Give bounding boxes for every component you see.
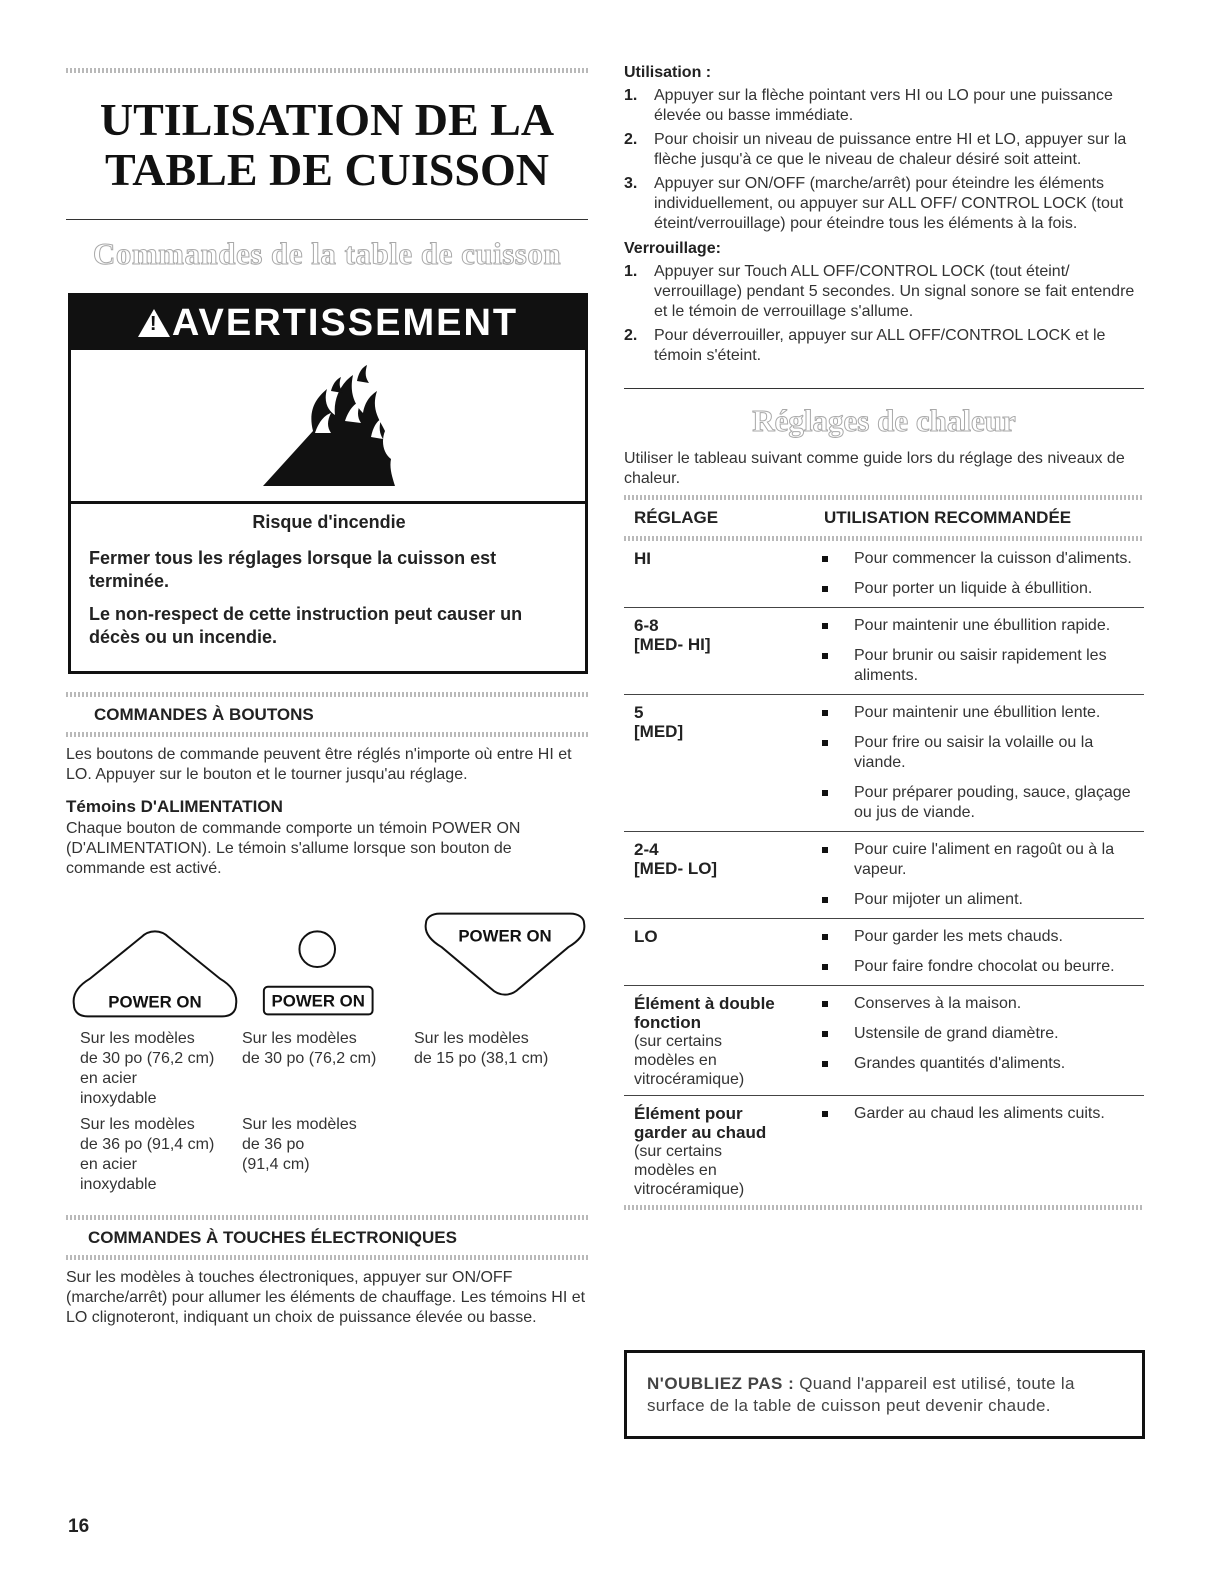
reminder-box — [624, 1350, 1145, 1439]
lock-steps — [624, 262, 1144, 366]
svg-text:POWER ON: POWER ON — [108, 992, 202, 1012]
table-row — [624, 608, 1144, 695]
use-item: Grandes quantités d'aliments. — [814, 1054, 1144, 1074]
usage-steps — [624, 86, 1144, 234]
warning-header — [71, 296, 585, 350]
top-divider — [66, 68, 588, 73]
use-item: Pour maintenir une ébullition lente. — [814, 703, 1144, 723]
setting-note: vitrocéramique) — [634, 1071, 745, 1088]
warning-title: AVERTISSEMENT — [171, 301, 519, 344]
use-item: Ustensile de grand diamètre. — [814, 1024, 1144, 1044]
use-item: Pour porter un liquide à ébullition. — [814, 579, 1144, 599]
usage-step: 1. Appuyer sur la flèche pointant vers HI ou LO pour une puissance élevée ou basse immédiate. — [624, 87, 1113, 124]
touch-text: Sur les modèles à touches électroniques, appuyer sur ON/OFF (marche/arrêt) pour allumer les éléments de chauffage. Les témoins HI et LO clignoteront, indiquant un choix de puissance élevée ou basse. — [66, 1269, 586, 1326]
page-number: 16 — [68, 1516, 90, 1537]
reminder-text: Quand l'appareil est utilisé, toute la surface de la table de cuisson peut devenir chaude. — [647, 1374, 1075, 1415]
title-rule — [66, 219, 588, 220]
use-cell — [814, 549, 1144, 601]
table-row — [624, 986, 1144, 1096]
use-item: Pour mijoter un aliment. — [814, 890, 1144, 910]
svg-text:POWER ON: POWER ON — [458, 926, 552, 946]
lock-step: 2. Pour déverrouiller, appuyer sur ALL OFF/CONTROL LOCK et le témoin s'éteint. — [624, 327, 1106, 364]
power-on-knob-dial-icon — [66, 909, 244, 1021]
illustration-captions-row2: Sur les modèles de 36 po (91,4 cm) en acier inoxydable Sur les modèles de 36 po (91,4 cm) — [80, 1116, 357, 1193]
setting-label: HI — [634, 549, 651, 568]
touch-heading: COMMANDES À TOUCHES ÉLECTRONIQUES — [88, 1228, 457, 1247]
usage-step: 2. Pour choisir un niveau de puissance entre HI et LO, appuyer sur la flèche jusqu'à ce que le niveau de chaleur désiré soit atteint. — [624, 131, 1127, 168]
power-on-illustrations — [66, 909, 588, 1021]
risk-title: Risque d'incendie — [252, 512, 406, 532]
use-cell — [814, 840, 1144, 912]
setting-note: modèles en — [634, 1162, 717, 1179]
power-lights-heading: Témoins D'ALIMENTATION — [66, 797, 283, 816]
heat-intro: Utiliser le tableau suivant comme guide lors du réglage des niveaux de chaleur. — [624, 450, 1125, 487]
table-header — [624, 500, 1144, 536]
use-item: Pour garder les mets chauds. — [814, 927, 1144, 947]
setting-cell — [624, 616, 814, 688]
use-item: Pour cuire l'aliment en ragoût ou à la vapeur. — [814, 840, 1144, 880]
setting-note: (sur certains — [634, 1033, 723, 1050]
right-column — [624, 64, 1144, 1210]
section-heading: Commandes de la table de cuisson — [92, 236, 562, 271]
table-row — [624, 1096, 1144, 1205]
warning-box — [68, 293, 588, 674]
table-body — [624, 541, 1144, 1205]
touch-heading-block — [66, 1215, 588, 1260]
power-on-knob-round-icon — [252, 909, 420, 1021]
section-rule — [624, 388, 1144, 389]
setting-label: LO — [634, 927, 658, 946]
warning-triangle-icon — [138, 309, 170, 337]
use-item: Garder au chaud les aliments cuits. — [814, 1104, 1144, 1124]
use-item: Pour maintenir une ébullition rapide. — [814, 616, 1144, 636]
lock-heading: Verrouillage: — [624, 240, 721, 257]
setting-label: [MED- LO] — [634, 859, 718, 878]
knobs-heading: COMMANDES À BOUTONS — [94, 705, 314, 724]
reminder-label: N'OUBLIEZ PAS : — [647, 1374, 795, 1393]
setting-cell — [624, 840, 814, 912]
setting-cell — [624, 549, 814, 601]
setting-label: garder au chaud — [634, 1123, 767, 1142]
table-row — [624, 695, 1144, 832]
power-lights-text: Chaque bouton de commande comporte un témoin POWER ON (D'ALIMENTATION). Le témoin s'allume lorsque son bouton de commande est activé. — [66, 820, 521, 877]
use-cell — [814, 1104, 1144, 1199]
setting-cell — [624, 994, 814, 1089]
use-item: Pour brunir ou saisir rapidement les aliments. — [814, 646, 1144, 686]
usage-heading: Utilisation : — [624, 64, 712, 81]
setting-label: 2-4 — [634, 840, 659, 859]
setting-label: [MED- HI] — [634, 635, 711, 654]
setting-label: [MED] — [634, 722, 684, 741]
setting-label: fonction — [634, 1013, 702, 1032]
use-item: Pour frire ou saisir la volaille ou la viande. — [814, 733, 1144, 773]
setting-note: vitrocéramique) — [634, 1181, 745, 1198]
use-item: Conserves à la maison. — [814, 994, 1144, 1014]
fire-icon — [253, 361, 403, 491]
warning-body — [71, 504, 585, 671]
setting-label: 6-8 — [634, 616, 659, 635]
heat-settings-heading: Réglages de chaleur — [752, 403, 1016, 438]
setting-note: (sur certains — [634, 1143, 723, 1160]
use-item: Pour commencer la cuisson d'aliments. — [814, 549, 1144, 569]
use-item: Pour faire fondre chocolat ou beurre. — [814, 957, 1144, 977]
warning-instruction: Fermer tous les réglages lorsque la cuisson est terminée. — [89, 548, 497, 591]
setting-note: modèles en — [634, 1052, 717, 1069]
use-cell — [814, 703, 1144, 825]
setting-label: 5 — [634, 703, 644, 722]
svg-text:POWER ON: POWER ON — [271, 991, 365, 1011]
knobs-text: Les boutons de commande peuvent être réglés n'importe où entre HI et LO. Appuyer sur le bouton et le tourner jusqu'au réglage. — [66, 746, 572, 783]
left-column — [66, 68, 588, 1328]
setting-label: Élément à double — [634, 994, 775, 1013]
table-row — [624, 541, 1144, 608]
setting-cell — [624, 927, 814, 979]
illustration-captions-row1: Sur les modèles de 30 po (76,2 cm) en acier inoxydable Sur les modèles de 30 po (76,2 cm) Sur les modèles de 15 po (38,1 cm) — [80, 1030, 549, 1107]
warning-consequence: Le non-respect de cette instruction peut causer un décès ou un incendie. — [89, 604, 523, 647]
page-title: UTILISATION DE LA TABLE DE CUISSON — [99, 94, 555, 195]
use-cell — [814, 994, 1144, 1089]
power-on-inverted-dial-icon — [420, 909, 588, 1021]
use-cell — [814, 616, 1144, 688]
use-item: Pour préparer pouding, sauce, glaçage ou jus de viande. — [814, 783, 1144, 823]
setting-cell — [624, 703, 814, 825]
table-row — [624, 919, 1144, 986]
lock-step: 1. Appuyer sur Touch ALL OFF/CONTROL LOCK (tout éteint/ verrouillage) pendant 5 secondes. Un signal sonore se fait entendre et le témoin de verrouillage s'allume. — [624, 263, 1135, 320]
fire-hazard-area — [71, 350, 585, 504]
setting-cell — [624, 1104, 814, 1199]
column-header-use: UTILISATION RECOMMANDÉE — [824, 508, 1072, 527]
knobs-heading-block — [66, 692, 588, 737]
setting-label: Élément pour — [634, 1104, 743, 1123]
column-header-setting: RÉGLAGE — [634, 508, 719, 527]
heat-settings-table — [624, 495, 1144, 1210]
use-cell — [814, 927, 1144, 979]
usage-step: 3. Appuyer sur ON/OFF (marche/arrêt) pour éteindre les éléments individuellement, ou appuyer sur ALL OFF/ CONTROL LOCK (tout éteint/verrouillage) pour éteindre tous les éléments à la fois. — [624, 175, 1124, 232]
table-row — [624, 832, 1144, 919]
